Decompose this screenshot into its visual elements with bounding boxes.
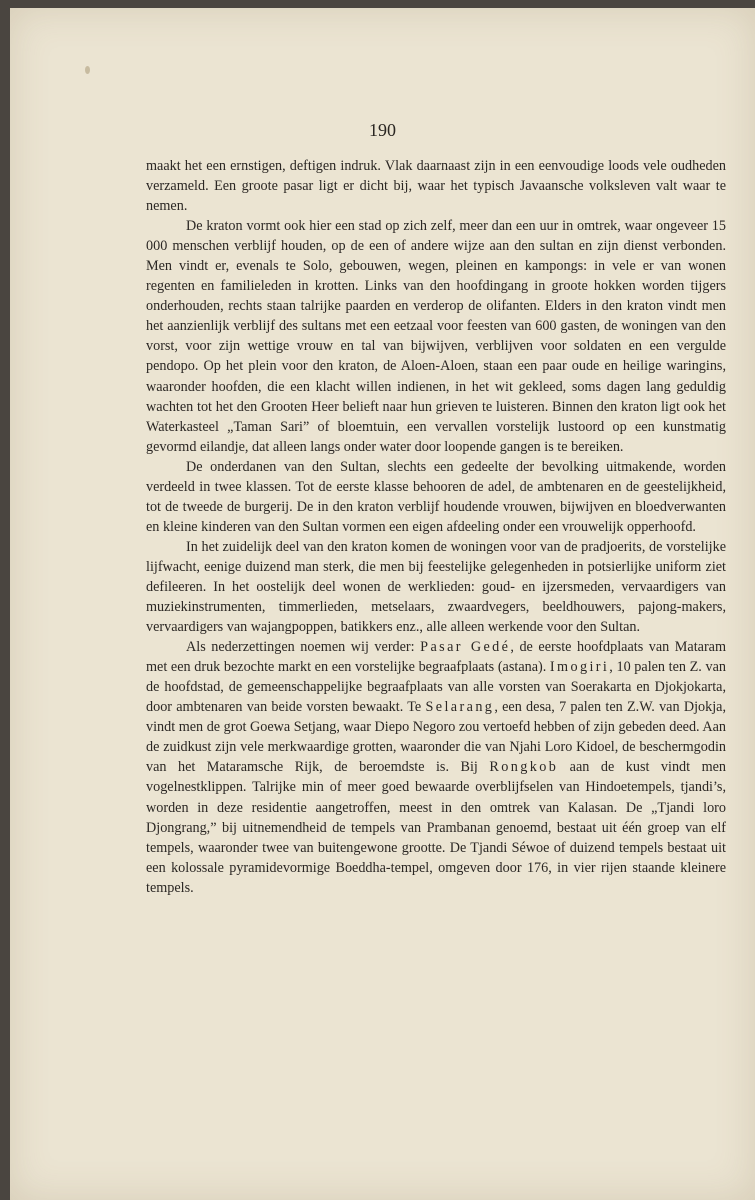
text-segment: , een desa, 7 palen ten Z.W. van Djokja, vindt men de grot Goewa Setjang, waar Diepo Negoro zou vertoefd hebben of zijn gebeden deed. Aan de zuidkust zijn vele merkwaardige grotten, waaronder die van Njahi Loro Kidoel, de beschermgodin van het Mataramsche Rijk, de beroemdste is. Bij bbox=[146, 699, 726, 776]
paragraph bbox=[146, 537, 726, 637]
text-segment: maakt het een ernstigen, deftigen indruk. Vlak daarnaast zijn in een eenvoudige loods vele oudheden verzameld. Een groote pasar ligt er dicht bij, waar het typisch Javaansche volksleven valt waar te nemen. bbox=[146, 158, 726, 215]
text-segment: , de eerste hoofdplaats van Mataram met een druk bezochte markt en een vorstelijke begraafplaats (astana). bbox=[146, 639, 726, 676]
text-segment: De kraton vormt ook hier een stad op zich zelf, meer dan een uur in omtrek, waar ongeveer 15 000 menschen verblijf houden, op de een of andere wijze aan den sultan en zijn dienst verbonden. Men vindt er, evenals te Solo, gebouwen, wegen, pleinen en kampongs: in vele er van wonen regenten en familieleden in krotten. Links van den hoofdingang in groote hokken worden tijgers onderhouden, rechts staan talrijke paarden en verderop de olifanten. Elders in den kraton vindt men het aanzienlijk verblijf des sultans met een eetzaal voor feesten van 600 gasten, de woningen van den vorst, voor zijn wettige vrouw en tal van bijwijven, verblijven voor soldaten en een vergulde pendopo. Op het plein voor den kraton, de Aloen-Aloen, staan een paar oude en heilige waringins, waaronder hoofden, die een klacht willen indienen, in het wit gekleed, soms dagen lang geduldig wachten tot het den Grooten Heer belieft naar hun grieven te luisteren. Binnen den kraton ligt ook het Waterkasteel „Taman Sari” of bloemtuin, een vervallen vorstelijk lustoord op een kunstmatig gevormd eilandje, dat alleen langs onder water door loopende gangen is te bereiken. bbox=[146, 218, 726, 455]
place-name: Imogiri bbox=[549, 659, 610, 676]
book-page bbox=[10, 8, 755, 1200]
page-number: 190 bbox=[369, 120, 396, 140]
paper-stain bbox=[85, 66, 90, 74]
text-segment: , 10 palen ten Z. van de hoofdstad, de gemeenschappelijke begraafplaats van alle vorsten van Soerakarta en Djokjokarta, door ambtenaren van beide vorsten bewaakt. Te bbox=[146, 659, 726, 716]
paragraph bbox=[146, 156, 726, 216]
place-name: Selarang bbox=[425, 699, 495, 716]
body-text bbox=[146, 156, 726, 898]
text-segment: In het zuidelijk deel van den kraton komen de woningen voor van de pradjoerits, de vorstelijke lijfwacht, eenige duizend man sterk, die men bij feestelijke gelegenheden in potsierlijke uniform ziet defileeren. In het oostelijk deel wonen de werklieden: goud- en ijzersmeden, vervaardigers van muziekinstrumenten, timmerlieden, metselaars, zwaardvegers, beeldhouwers, pajong-makers, vervaardigers van wajangpoppen, batikkers enz., alle alleen werkende voor den Sultan. bbox=[146, 538, 726, 636]
place-name: Pasar Gedé bbox=[420, 639, 511, 656]
paragraph bbox=[146, 457, 726, 537]
place-name: Rongkob bbox=[489, 759, 559, 776]
paragraph bbox=[146, 216, 726, 457]
text-segment: De onderdanen van den Sultan, slechts een gedeelte der bevolking uitmakende, worden verdeeld in twee klassen. Tot de eerste klasse behooren de adel, de ambtenaren en de geestelijkheid, tot de tweede de burgerij. De in den kraton verblijf houdende vrouwen, bijwijven en bloedverwanten en kleine kinderen van den Sultan vormen een eigen afdeeling onder een vrouwelijk opperhoofd. bbox=[146, 458, 726, 535]
text-segment: Als nederzettingen noemen wij verder: bbox=[186, 639, 421, 656]
paragraph bbox=[146, 637, 726, 898]
text-segment: aan de kust vindt men vogelnestklippen. Talrijke min of meer goed bewaarde overblijfselen van Hindoetempels, tjandi’s, worden in deze residentie aangetroffen, meest in den omtrek van Kalasan. De „Tjandi loro Djongrang,” bij uitnemendheid de tempels van Prambanan genoemd, bestaat uit één groep van elf tempels, waaronder twee van buitengewone grootte. De Tjandi Séwoe of duizend tempels bestaat uit een kolossale pyramidevormige Boeddha-tempel, omgeven door 176, in vier rijen staande kleinere tempels. bbox=[146, 759, 726, 896]
